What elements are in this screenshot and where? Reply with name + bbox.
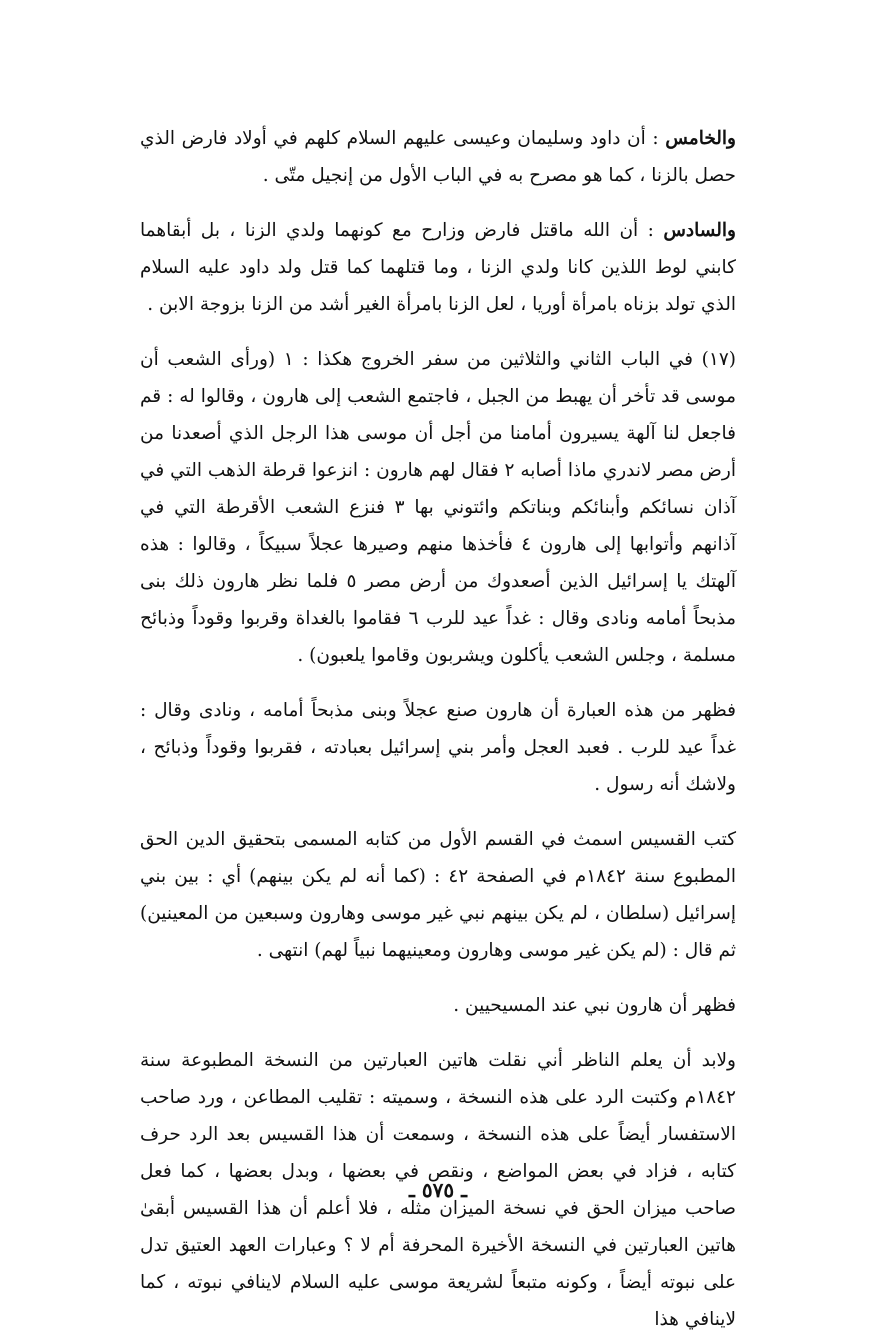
paragraph-text: ولابد أن يعلم الناظر أني نقلت هاتين العبارتين من النسخة المطبوعة سنة ١٨٤٢م وكتبت الرد على هذه النسخة ، وسميته : تقليب المطاعن ، ورد صاحب الاستفسار أيضاً على هذه النسخة ، وسمعت أن هذا القسيس بعد الرد حرف كتابه ، فزاد في بعض المواضع ، ونقص في بعضها ، وبدل بعضها ، كما فعل صاحب ميزان الحق في نسخة الميزان مثله ، فلا أعلم أن هذا القسيس أبقىٰ هاتين العبارتين في النسخة الأخيرة المحرفة أم لا ؟ وعبارات العهد العتيق تدل على نبوته أيضاً ، وكونه متبعاً لشريعة موسى عليه السلام لاينافي نبوته ، كما لاينافي هذا: [140, 1050, 736, 1330]
paragraph-aaron-prophet: [140, 987, 736, 1024]
paragraph-text: فظهر أن هارون نبي عند المسيحيين .: [453, 995, 736, 1016]
paragraph-text: فظهر من هذه العبارة أن هارون صنع عجلاً وبنى مذبحاً أمامه ، ونادى وقال : غداً عيد للرب . فعبد العجل وأمر بني إسرائيل بعبادته ، فقربوا وقوداً وذبائح ، ولاشك أنه رسول .: [140, 700, 736, 795]
paragraph-text: : أن الله ماقتل فارض وزارح مع كونهما ولدي الزنا ، بل أبقاهما كابني لوط اللذين كانا ولدي الزنا ، وما قتلهما كما قتل ولد داود عليه السلام الذي تولد بزناه بامرأة أوريا ، لعل الزنا بامرأة الغير أشد من الزنا بزوجة الابن .: [140, 220, 736, 315]
page-number: ـ ٥٧٥ ـ: [409, 1178, 467, 1202]
paragraph-exodus-quote: [140, 341, 736, 674]
paragraph-lead: والخامس: [665, 128, 736, 149]
paragraph-conclusion-calf: [140, 692, 736, 803]
paragraph-smith-quote: [140, 821, 736, 969]
paragraph-text: : أن داود وسليمان وعيسى عليهم السلام كلهم في أولاد فارض الذي حصل بالزنا ، كما هو مصرح به في الباب الأول من إنجيل متّى .: [140, 128, 736, 186]
paragraph-fifth: [140, 120, 736, 194]
paragraph-text: (١٧) في الباب الثاني والثلاثين من سفر الخروج هكذا : ١ (ورأى الشعب أن موسى قد تأخر أن يهبط من الجبل ، فاجتمع الشعب إلى هارون ، وقالوا له : قم فاجعل لنا آلهة يسيرون أمامنا من أجل أن موسى هذا الرجل الذي أصعدنا من أرض مصر لاندري ماذا أصابه ٢ فقال لهم هارون : انزعوا قرطة الذهب التي في آذان نسائكم وأبنائكم وبناتكم وائتوني بها ٣ فنزع الشعب الأقرطة التي في آذانهم وأتوابها إلى هارون ٤ فأخذها منهم وصيرها عجلاً سبيكاً ، وقالوا : هذه آلهتك يا إسرائيل الذين أصعدوك من أرض مصر ٥ فلما نظر هارون ذلك بنى مذبحاً أمامه ونادى وقال : غداً عيد للرب ٦ فقاموا بالغداة وقربوا وقوداً وذبائح مسلمة ، وجلس الشعب يأكلون ويشربون وقاموا يلعبون) .: [140, 349, 737, 666]
paragraph-text: كتب القسيس اسمث في القسم الأول من كتابه المسمى بتحقيق الدين الحق المطبوع سنة ١٨٤٢م في الصفحة ٤٢ : (كما أنه لم يكن بينهم) أي : بين بني إسرائيل (سلطان ، لم يكن بينهم نبي غير موسى وهارون وسبعين من المعينين) ثم قال : (لم يكن غير موسى وهارون ومعينيهما نبياً لهم) انتهى .: [140, 829, 736, 961]
paragraph-lead: والسادس: [663, 220, 736, 241]
paragraph-sixth: [140, 212, 736, 323]
